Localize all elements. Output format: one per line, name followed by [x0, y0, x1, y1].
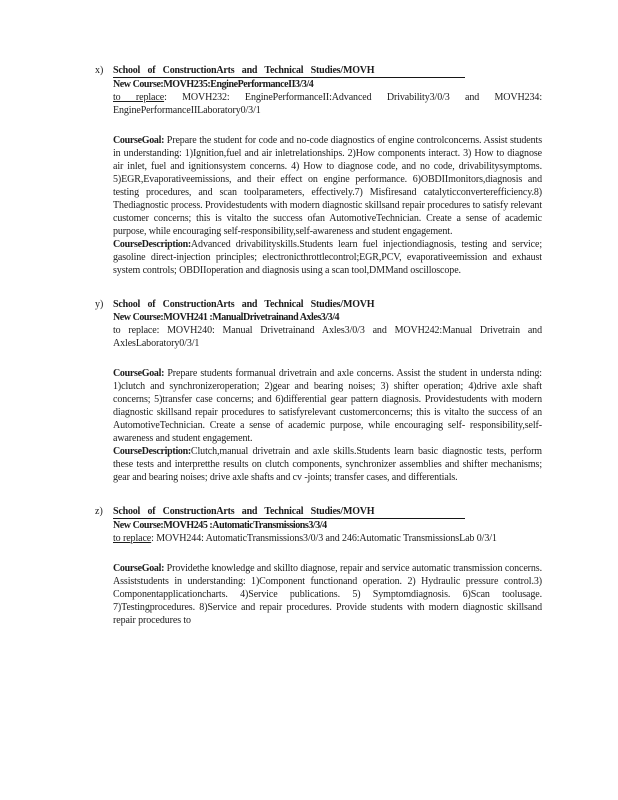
new-course-line: New Course:MOVH245 :AutomaticTransmissions3/3/4	[113, 520, 327, 531]
course-description-paragraph	[113, 238, 542, 277]
section-heading: School of ConstructionArts and Technical Studies/MOVH	[113, 64, 465, 78]
section-heading-line	[113, 298, 542, 311]
section-heading-line	[113, 64, 542, 78]
course-description-label: CourseDescription:	[113, 446, 191, 457]
course-section-x	[95, 64, 542, 277]
to-replace-line	[113, 324, 542, 350]
course-section-z	[95, 505, 542, 627]
course-goal-text: Prepare students formanual drivetrain and axle concerns. Assist the student in understa nding: 1)clutch and synchronizeroperation; 2)gear and bearing noises; 3) shifter operation; 4)drive axle shaft concerns; 5)transfer case concerns; and 6)differential gear pattern diagnosis. Providestudents with modern diagnostic skillsand repair procedures to satisfyrelevant customerconcerns; this is vitalto the success of an AutomotiveTechnician. Create a sense of academic purpose, while encouraging self- responsibility,self-awareness and student engagement.	[113, 368, 542, 444]
new-course-line: New Course:MOVH235:EnginePerformanceII3/3/4	[113, 79, 314, 90]
course-goal-paragraph	[113, 562, 542, 627]
course-description-text: Advanced drivabilityskills.Students learn fuel injectiondiagnosis, testing and service; gasoline direct-injection principles; electronicthrottlecontrol;EGR,PCV, evaporativeemission and exhaust system controls; OBDIIoperation and diagnosis using a scan tool,DMMand oscilloscope.	[113, 239, 542, 276]
section-heading-line	[113, 505, 542, 519]
course-goal-text: Prepare the student for code and no-code diagnostics of engine controlconcerns. Assist students in understanding: 1)Ignition,fuel and air inletrelationships. 2)How components interact. 3) How to diagnose air inlet, fuel and ignitionsystem concerns. 4) How to diagnose code, and no code, drivabilitysymptoms. 5)EGR,Evaporativeemissions, and their effect on engine performance. 6)OBDIImonitors,diagnosis and testing procedures, and scan toolparameters, effectively.7) Misfiresand catalyticconverterefficiency.8) Thediagnostic process. Providestudents with modern diagnostic skillsand repair procedures to satisfy relevant customer concerns; this is vitalto the success ofan AutomotiveTechnician. Create a sense of academic purpose, while encouraging self-responsibility,self-awareness and student engagement.	[113, 135, 542, 237]
section-heading: School of ConstructionArts and Technical Studies/MOVH	[113, 299, 375, 310]
to-replace-text: : MOVH244: AutomaticTransmissions3/0/3 and 246:Automatic TransmissionsLab 0/3/1	[151, 533, 497, 544]
course-goal-label: CourseGoal:	[113, 563, 165, 574]
to-replace-text: : MOVH232: EnginePerformanceII:Advanced Drivability3/0/3 and MOVH234: EnginePerformanceIILaboratory0/3/1	[113, 92, 542, 116]
to-replace-label: to replace	[113, 325, 157, 336]
course-section-y	[95, 298, 542, 484]
section-marker: x)	[95, 65, 104, 76]
to-replace-line	[113, 532, 542, 545]
course-description-label: CourseDescription:	[113, 239, 191, 250]
course-goal-label: CourseGoal:	[113, 135, 165, 146]
course-goal-text: Providethe knowledge and skillto diagnose, repair and service automatic transmission concerns. Assiststudents in understanding: 1)Component functionand operation. 2) Hydraulic pressure control.3) Componentapplicationcharts. 4)Service publications. 5) Symptomdiagnosis. 6)Scan toolusage. 7)Testingprocedures. 8)Service and repair procedures. Provide students with modern diagnostic skillsand repair procedures to	[113, 563, 542, 626]
course-goal-label: CourseGoal:	[113, 368, 165, 379]
course-description-paragraph	[113, 445, 542, 484]
course-goal-paragraph	[113, 134, 542, 238]
course-description-text: Clutch,manual drivetrain and axle skills.Students learn basic diagnostic tests, perform these tests and interpretthe results on clutch components, synchronizer assemblies and shifter mechanisms; gear and bearing noises; drive axle shafts and cv -joints; transfer cases, and differentials.	[113, 446, 542, 483]
to-replace-line	[113, 91, 542, 117]
to-replace-text: : MOVH240: Manual Drivetrainand Axles3/0/3 and MOVH242:Manual Drivetrain and AxlesLaboratory0/3/1	[113, 325, 542, 349]
section-marker: y)	[95, 299, 104, 310]
to-replace-label: to replace	[113, 92, 165, 103]
section-heading: School of ConstructionArts and Technical Studies/MOVH	[113, 505, 465, 519]
new-course-line: New Course:MOVH241 :ManualDrivetrainand Axles3/3/4	[113, 312, 340, 323]
section-marker: z)	[95, 506, 103, 517]
course-goal-paragraph	[113, 367, 542, 445]
to-replace-label: to replace	[113, 533, 152, 544]
